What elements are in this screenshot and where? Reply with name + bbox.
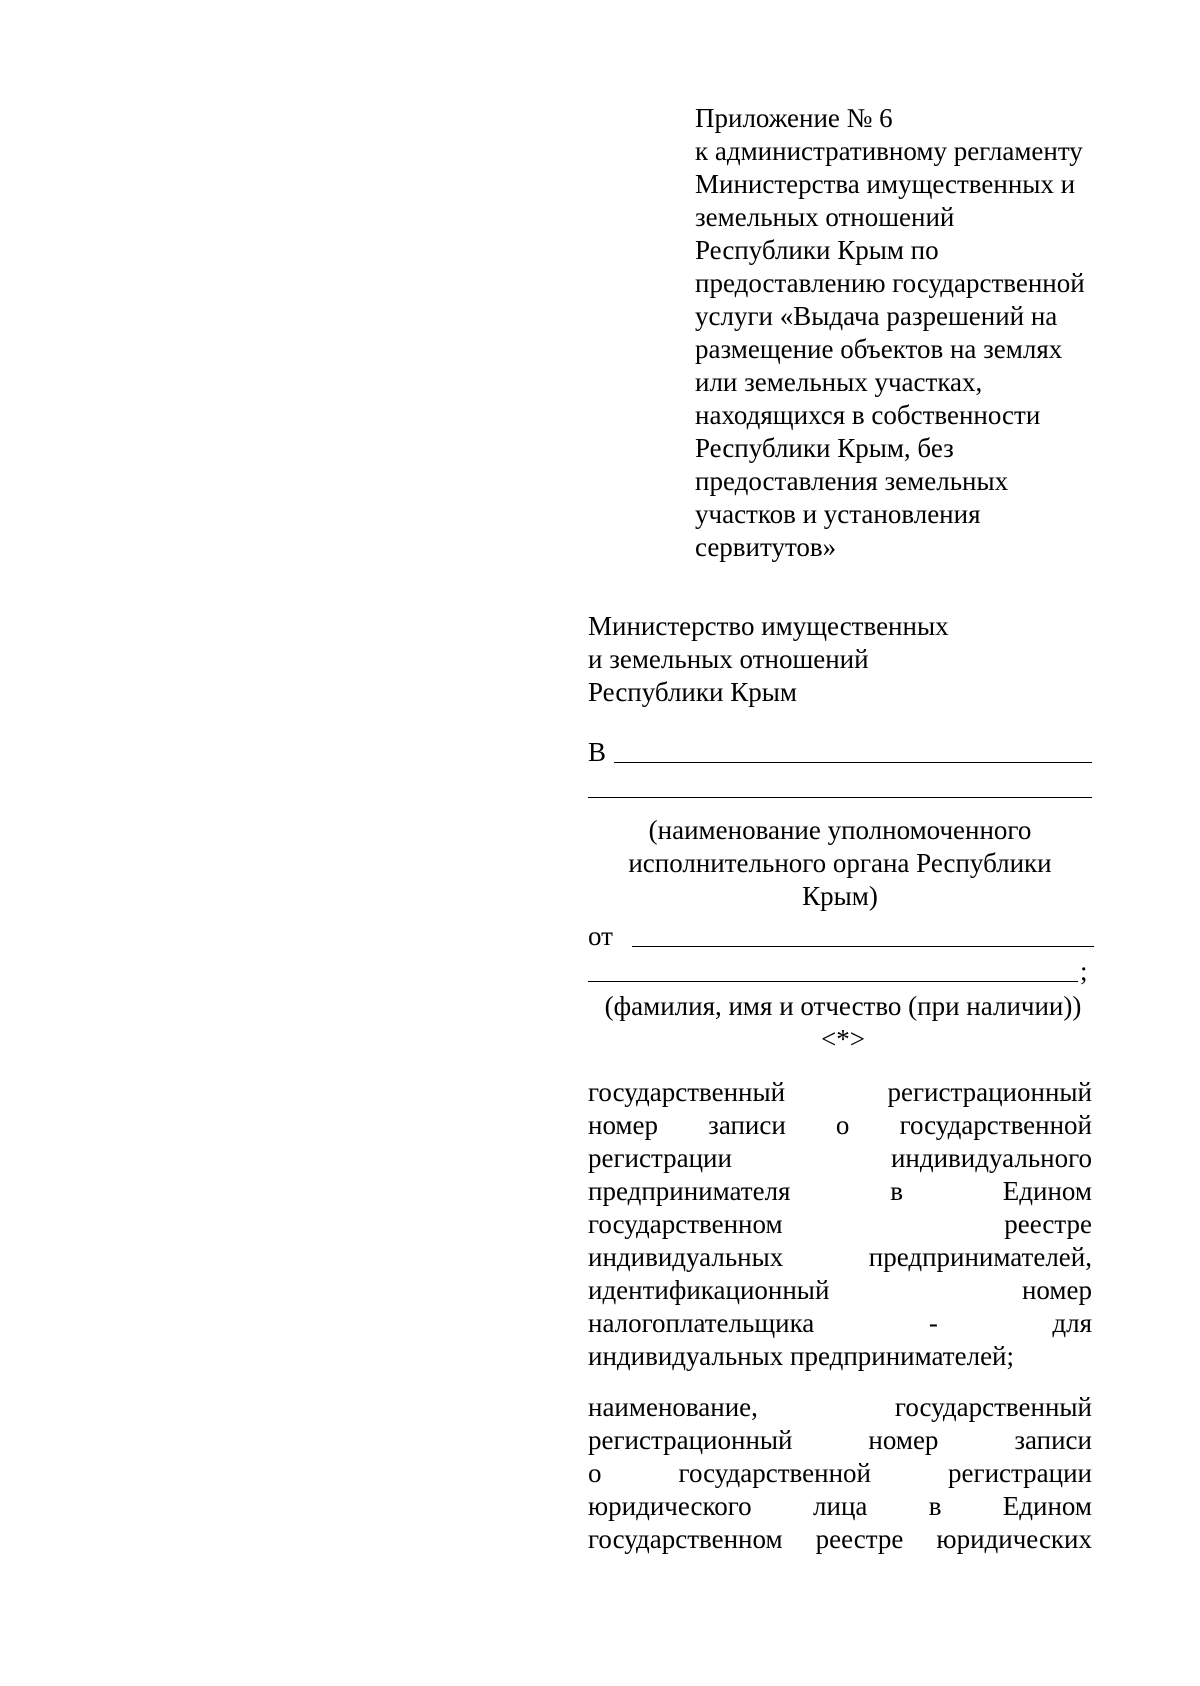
word: юридических [936, 1524, 1092, 1554]
appendix-line: предоставления земельных [695, 466, 1009, 496]
appendix-line: Республики Крым, без [695, 433, 954, 463]
addressee-line: Министерство имущественных [588, 611, 949, 641]
addressee-line: и земельных отношений [588, 644, 869, 674]
appendix-line: Приложение № 6 [695, 103, 893, 133]
word: государственном [588, 1209, 783, 1239]
word: государственной [678, 1458, 871, 1488]
word: записи [708, 1110, 786, 1140]
to-caption-line: Крым) [802, 881, 878, 911]
ip-paragraph-line [588, 1076, 1092, 1109]
from-field-underline-2[interactable] [588, 981, 1078, 982]
word: индивидуального [890, 1143, 1092, 1173]
ip-paragraph-last-line: индивидуальных предпринимателей; [588, 1341, 1015, 1371]
appendix-line: находящихся в собственности [695, 400, 1041, 430]
to-caption-line: (наименование уполномоченного [648, 815, 1032, 845]
ip-paragraph-line [588, 1241, 1092, 1274]
ul-paragraph-line [588, 1457, 1092, 1490]
word: Едином [1002, 1176, 1092, 1206]
from-field-caption [584, 990, 1102, 1056]
word: - [928, 1308, 938, 1338]
word: Едином [1002, 1491, 1092, 1521]
ul-paragraph-line [588, 1523, 1092, 1556]
ul-paragraph-line [588, 1391, 1092, 1424]
ip-paragraph-line [588, 1109, 1092, 1142]
word: регистрационный [588, 1425, 793, 1455]
appendix-line: или земельных участках, [695, 367, 983, 397]
ip-paragraph-line [588, 1142, 1092, 1175]
word: в [928, 1491, 942, 1521]
word: регистрации [948, 1458, 1092, 1488]
appendix-line: предоставлению государственной [695, 268, 1085, 298]
from-caption-line: <*> [821, 1024, 865, 1054]
from-caption-line: (фамилия, имя и отчество (при наличии)) [604, 991, 1082, 1021]
word: реестре [1004, 1209, 1092, 1239]
to-field-underline-1[interactable] [614, 762, 1092, 763]
from-field-line-2 [588, 955, 1092, 988]
ul-paragraph-line [588, 1424, 1092, 1457]
ul-paragraph-line [588, 1490, 1092, 1523]
word: для [1052, 1308, 1092, 1338]
from-field-line-1 [588, 920, 1092, 953]
ip-paragraph [588, 1076, 1092, 1373]
appendix-line: услуги «Выдача разрешений на [695, 301, 1058, 331]
to-field-prefix: В [588, 737, 607, 767]
word: государственной [899, 1110, 1092, 1140]
word: предпринимателя [588, 1176, 791, 1206]
to-caption-line: исполнительного органа Республики [628, 848, 1052, 878]
word: государственный [588, 1077, 786, 1107]
word: государственном [588, 1524, 783, 1554]
word: реестре [815, 1524, 904, 1554]
addressee-line: Республики Крым [588, 677, 797, 707]
appendix-line: земельных отношений [695, 202, 955, 232]
appendix-line: Республики Крым по [695, 235, 939, 265]
word: государственный [894, 1392, 1092, 1422]
ip-paragraph-line [588, 1274, 1092, 1307]
appendix-header [695, 102, 1115, 564]
from-field-semicolon: ; [1080, 956, 1088, 986]
word: индивидуальных [588, 1242, 784, 1272]
word: регистрационный [887, 1077, 1092, 1107]
to-field-caption [588, 814, 1092, 913]
to-field-underline-2[interactable] [588, 797, 1092, 798]
word: в [890, 1176, 904, 1206]
addressee-block [588, 610, 1108, 709]
word: записи [1014, 1425, 1092, 1455]
word: наименование, [588, 1392, 758, 1422]
ip-paragraph-line [588, 1208, 1092, 1241]
to-field-line-1 [588, 736, 1092, 769]
word: о [835, 1110, 850, 1140]
word: налогоплательщика [588, 1308, 815, 1338]
ip-paragraph-line [588, 1175, 1092, 1208]
appendix-line: размещение объектов на землях [695, 334, 1063, 364]
appendix-line: к административному регламенту [695, 136, 1083, 166]
appendix-line: Министерства имущественных и [695, 169, 1076, 199]
ip-paragraph-line [588, 1307, 1092, 1340]
from-field-prefix: от [588, 921, 613, 951]
word: номер [588, 1110, 659, 1140]
to-field [588, 736, 1092, 913]
word: юридического [588, 1491, 752, 1521]
word: номер [1021, 1275, 1092, 1305]
word: регистрации [588, 1143, 732, 1173]
word: о [588, 1458, 602, 1488]
word: предпринимателей, [868, 1242, 1092, 1272]
word: лица [813, 1491, 868, 1521]
from-field-underline-1[interactable] [632, 946, 1094, 947]
appendix-line: сервитутов» [695, 532, 837, 562]
ul-paragraph [588, 1391, 1092, 1556]
from-field [588, 920, 1092, 1056]
word: номер [868, 1425, 939, 1455]
word: идентификационный [588, 1275, 830, 1305]
appendix-line: участков и установления [695, 499, 981, 529]
to-field-line-2 [588, 775, 1092, 808]
